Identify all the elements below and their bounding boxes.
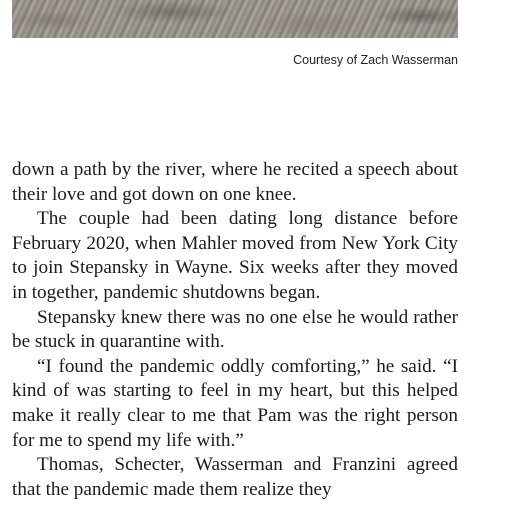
article-paragraph: Stepansky knew there was no one else he would rather be stuck in quarantine with. — [12, 306, 458, 353]
photo-credit: Courtesy of Zach Wasserman — [293, 53, 458, 67]
article-paragraph: The couple had been dating long distance before February 2020, when Mahler moved from New York City to join Stepansky in Wayne. Six weeks after they moved in together, pandemic shutdowns began. — [12, 208, 458, 303]
article-paragraph: “I found the pandemic oddly comforting,” he said. “I kind of was starting to feel in my heart, but this helped make it really clear to me that Pam was the right person for me to spend my life with.” — [12, 355, 458, 451]
article-paragraph: Thomas, Schecter, Wasserman and Franzini agreed that the pandemic made them realize they — [12, 454, 458, 500]
article-body — [12, 158, 458, 502]
article-paragraph: down a path by the river, where he recited a speech about their love and got down on one knee. — [12, 159, 458, 205]
article-photo — [12, 0, 458, 38]
